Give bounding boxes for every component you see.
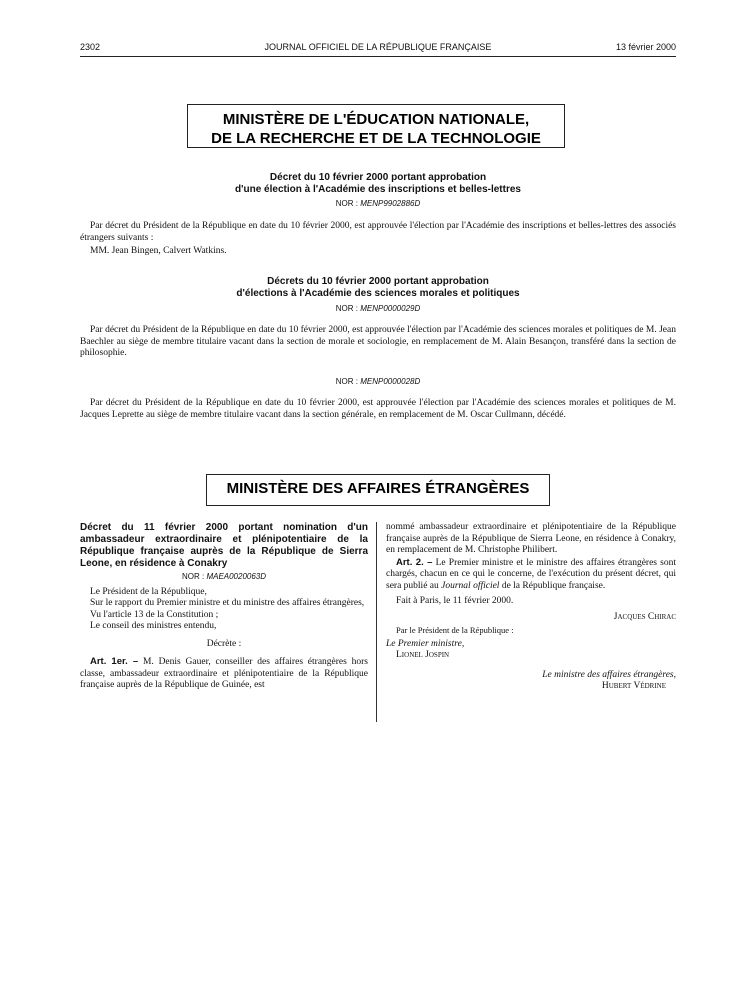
issue-date: 13 février 2000 xyxy=(615,42,676,52)
decree2-title xyxy=(80,276,676,300)
decree3-fait: Fait à Paris, le 11 février 2000. xyxy=(396,596,514,606)
decree2-title-line1: Décrets du 10 février 2000 portant approbation xyxy=(267,276,489,287)
signature-president: Jacques Chirac xyxy=(613,611,676,622)
decree3-right-column xyxy=(386,522,676,693)
decree3-line3: Vu l'article 13 de la Constitution ; xyxy=(90,609,219,620)
decree3-title: Décret du 11 février 2000 portant nomination d'un ambassadeur extraordinaire et plénipotentiaire de la République française auprès de la République de Sierra Leone, en résidence à Conakry xyxy=(80,522,368,569)
nor-label: NOR : xyxy=(335,377,358,386)
article2-text-b: de la République française. xyxy=(501,580,606,591)
nor-label: NOR : xyxy=(335,199,358,208)
article2-journal: Journal officiel xyxy=(441,580,500,591)
foreign-minister-title: Le ministre des affaires étrangères, xyxy=(542,669,676,680)
ministry-education-heading xyxy=(187,104,565,148)
nor-code: MAEA0020063D xyxy=(206,572,267,581)
decree2b-nor xyxy=(80,377,676,386)
decree2-title-line2: d'élections à l'Académie des sciences morales et politiques xyxy=(236,288,520,299)
article2-label: Art. 2. – xyxy=(396,556,433,568)
decree2-nor xyxy=(80,304,676,313)
prime-minister-name: Lionel Jospin xyxy=(396,650,450,660)
decree3-article1 xyxy=(80,656,368,692)
decree1-names: MM. Jean Bingen, Calvert Watkins. xyxy=(90,246,227,256)
decree1-nor xyxy=(80,199,676,208)
header-rule xyxy=(80,56,676,57)
decree3-left-column xyxy=(80,522,368,692)
ministry-education-line1: MINISTÈRE DE L'ÉDUCATION NATIONALE, xyxy=(222,111,530,128)
nor-label: NOR : xyxy=(181,572,205,581)
decree3-nor xyxy=(80,571,368,583)
article1-text: M. Denis Gauer, conseiller des affaires étrangères hors classe, ambassadeur extraordinaire et plénipotentiaire de la République française auprès de la République de Guinée, est xyxy=(80,657,368,690)
ministry-education-line2: DE LA RECHERCHE ET DE LA TECHNOLOGIE xyxy=(211,130,541,147)
nor-code: MENP9902886D xyxy=(360,199,421,208)
decree1-title-line2: d'une élection à l'Académie des inscriptions et belles-lettres xyxy=(235,184,521,195)
foreign-minister-name: Hubert Védrine xyxy=(601,681,666,691)
nor-code: MENP0000029D xyxy=(360,304,421,313)
decree3-line2: Sur le rapport du Premier ministre et du ministre des affaires étrangères, xyxy=(90,598,365,608)
column-divider xyxy=(376,522,377,722)
prime-minister-title: Le Premier ministre, xyxy=(386,638,465,649)
article1-label: Art. 1er. – xyxy=(90,656,139,667)
ministry-foreign-affairs-heading xyxy=(206,474,550,506)
decree1-title xyxy=(80,172,676,196)
decree3-article1-continued: nommé ambassadeur extraordinaire et plénipotentiaire de la République française auprès de la République de Sierra Leone, en résidence à Conakry, en remplacement de M. Christophe Philibert. xyxy=(386,522,676,555)
par-le-president: Par le Président de la République : xyxy=(396,625,514,635)
decree1-paragraph: Par décret du Président de la République en date du 10 février 2000, est approuvée l'élection par l'Académie des inscriptions et belles-lettres des associés étrangers suivants : xyxy=(80,221,676,243)
decree3-line1: Le Président de la République, xyxy=(90,586,207,597)
decree2-paragraph1: Par décret du Président de la République en date du 10 février 2000, est approuvée l'élection par l'Académie des sciences morales et politiques de M. Jean Baechler au siège de membre titulaire vacant dans la section de morale et sociologie, en remplacement de M. Alain Besançon, transféré dans la section de philosophie. xyxy=(80,325,676,358)
nor-code: MENP0000028D xyxy=(360,377,421,386)
article2-text-a: Le Premier ministre et le ministre des affaires étrangères sont chargés, chacun en ce qui le concerne, de l'exécution du présent décret, qui sera publié au xyxy=(386,557,676,591)
decree3-decrete: Décrète : xyxy=(206,638,242,649)
decree3-article2 xyxy=(386,557,676,593)
decree1-title-line1: Décret du 10 février 2000 portant approbation xyxy=(269,172,487,183)
page-number: 2302 xyxy=(80,42,101,52)
journal-title: JOURNAL OFFICIEL DE LA RÉPUBLIQUE FRANÇAISE xyxy=(264,42,492,52)
decree3-line4: Le conseil des ministres entendu, xyxy=(90,621,217,631)
ministry-foreign-affairs-line: MINISTÈRE DES AFFAIRES ÉTRANGÈRES xyxy=(226,480,530,497)
nor-label: NOR : xyxy=(335,304,358,313)
decree2-paragraph2: Par décret du Président de la République en date du 10 février 2000, est approuvée l'élection par l'Académie des sciences morales et politiques de M. Jacques Leprette au siège de membre titulaire vacant dans la section générale, en remplacement de M. Oscar Cullmann, décédé. xyxy=(80,398,676,420)
